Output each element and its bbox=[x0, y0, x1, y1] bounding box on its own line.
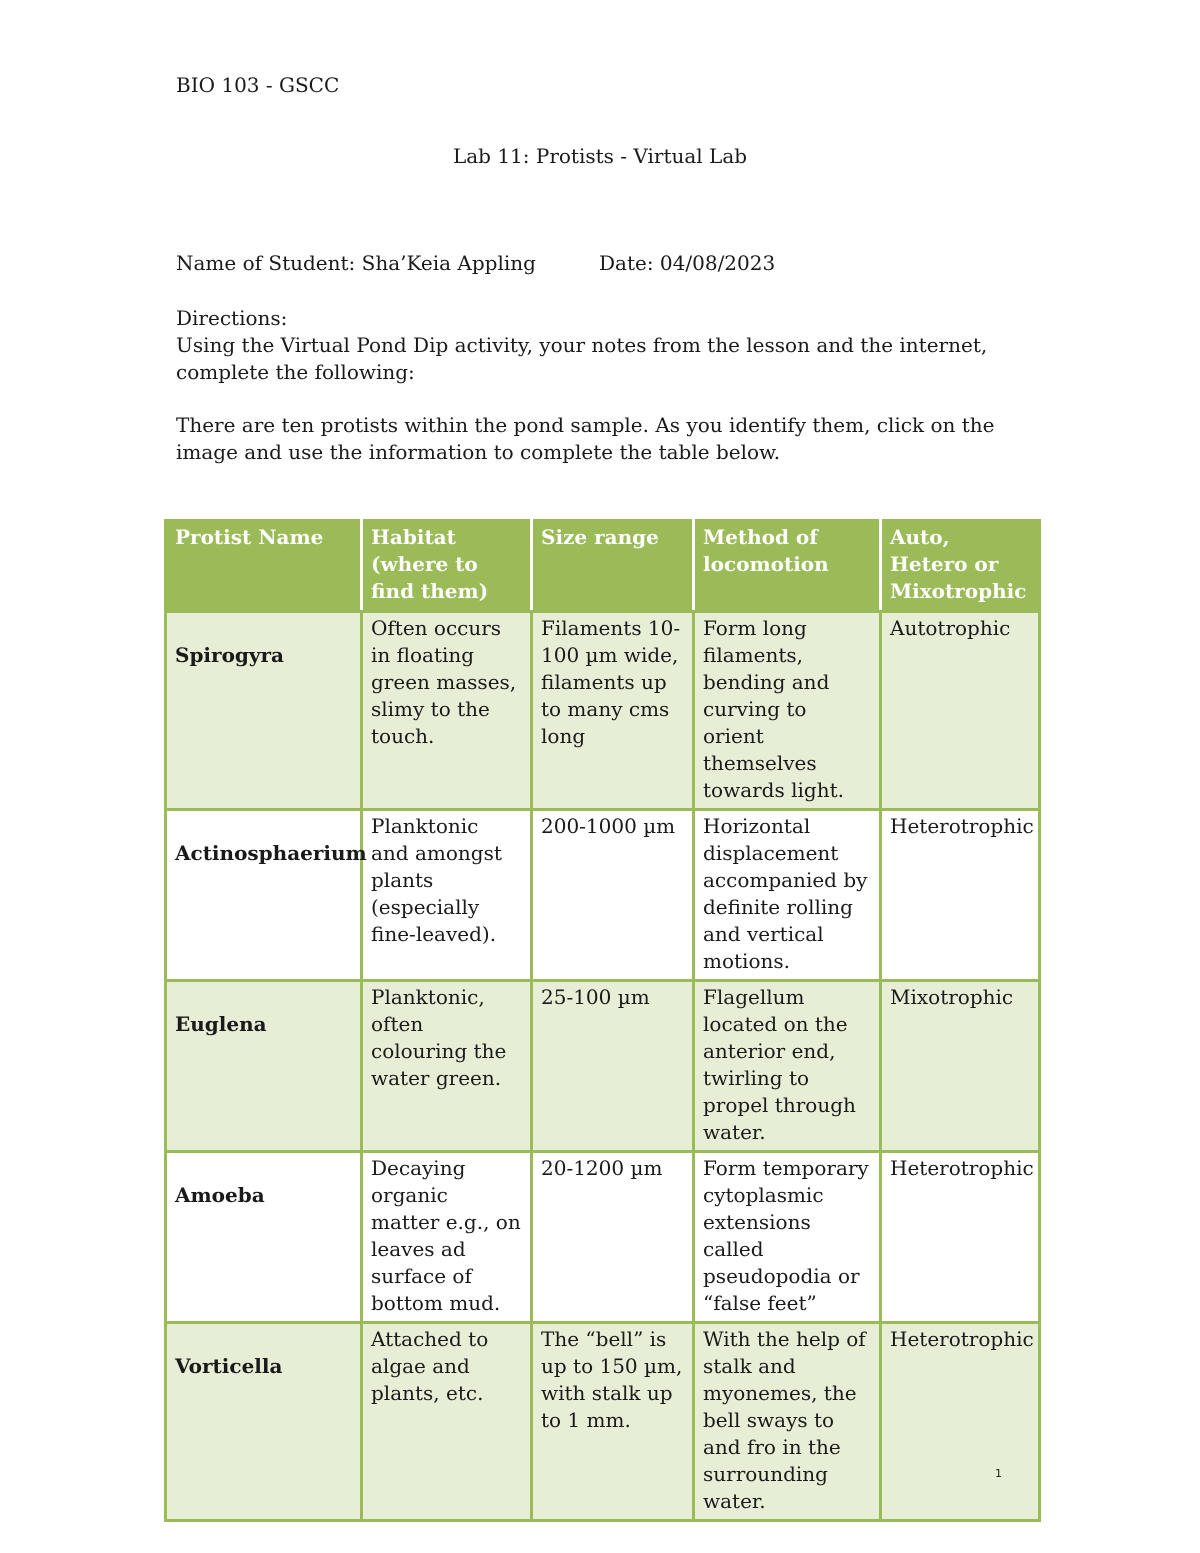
column-header-protist-name: Protist Name bbox=[166, 521, 362, 612]
student-name-line: Name of Student: Sha’Keia Appling bbox=[176, 251, 536, 275]
locomotion-cell: With the help of stalk and myonemes, the bell sways to and fro in the surrounding water. bbox=[694, 1323, 881, 1521]
protist-name-cell: Euglena bbox=[166, 981, 362, 1152]
column-header-locomotion: Method of locomotion bbox=[694, 521, 881, 612]
protist-name-cell: Spirogyra bbox=[166, 612, 362, 810]
page-number: 1 bbox=[995, 1467, 1002, 1480]
size-cell: Filaments 10-100 µm wide, filaments up to many cms long bbox=[532, 612, 694, 810]
nutrition-cell: Autotrophic bbox=[881, 612, 1040, 810]
column-header-habitat: Habitat (where to find them) bbox=[362, 521, 532, 612]
table-header-row bbox=[166, 521, 1040, 612]
table-row bbox=[166, 612, 1040, 810]
protist-name-cell: Amoeba bbox=[166, 1152, 362, 1323]
protist-table bbox=[164, 519, 1041, 1522]
nutrition-cell: Heterotrophic bbox=[881, 1152, 1040, 1323]
protist-name-cell: Vorticella bbox=[166, 1323, 362, 1521]
habitat-cell: Decaying organic matter e.g., on leaves ad surface of bottom mud. bbox=[362, 1152, 532, 1323]
directions-text: Using the Virtual Pond Dip activity, your notes from the lesson and the internet, complete the following: bbox=[176, 333, 988, 384]
size-cell: 200-1000 µm bbox=[532, 810, 694, 981]
habitat-cell: Planktonic, often colouring the water green. bbox=[362, 981, 532, 1152]
column-header-size-range: Size range bbox=[532, 521, 694, 612]
table-row bbox=[166, 1152, 1040, 1323]
column-header-nutrition: Auto, Hetero or Mixotrophic bbox=[881, 521, 1040, 612]
nutrition-cell: Heterotrophic bbox=[881, 1323, 1040, 1521]
table-row bbox=[166, 981, 1040, 1152]
table-row bbox=[166, 1323, 1040, 1521]
locomotion-cell: Form temporary cytoplasmic extensions called pseudopodia or “false feet” bbox=[694, 1152, 881, 1323]
locomotion-cell: Flagellum located on the anterior end, twirling to propel through water. bbox=[694, 981, 881, 1152]
habitat-cell: Attached to algae and plants, etc. bbox=[362, 1323, 532, 1521]
protist-name-cell: Actinosphaerium bbox=[166, 810, 362, 981]
intro-paragraph: There are ten protists within the pond sample. As you identify them, click on the image and use the information to complete the table below. bbox=[176, 413, 995, 464]
locomotion-cell: Form long filaments, bending and curving to orient themselves towards light. bbox=[694, 612, 881, 810]
habitat-cell: Planktonic and amongst plants (especially fine-leaved). bbox=[362, 810, 532, 981]
date-line: Date: 04/08/2023 bbox=[599, 251, 776, 275]
table-row bbox=[166, 810, 1040, 981]
size-cell: 20-1200 µm bbox=[532, 1152, 694, 1323]
nutrition-cell: Mixotrophic bbox=[881, 981, 1040, 1152]
size-cell: 25-100 µm bbox=[532, 981, 694, 1152]
size-cell: The “bell” is up to 150 µm, with stalk up to 1 mm. bbox=[532, 1323, 694, 1521]
habitat-cell: Often occurs in floating green masses, slimy to the touch. bbox=[362, 612, 532, 810]
page-title: Lab 11: Protists - Virtual Lab bbox=[452, 144, 748, 168]
locomotion-cell: Horizontal displacement accompanied by definite rolling and vertical motions. bbox=[694, 810, 881, 981]
nutrition-cell: Heterotrophic bbox=[881, 810, 1040, 981]
directions-label: Directions: bbox=[176, 306, 288, 330]
course-header: BIO 103 - GSCC bbox=[176, 73, 340, 97]
